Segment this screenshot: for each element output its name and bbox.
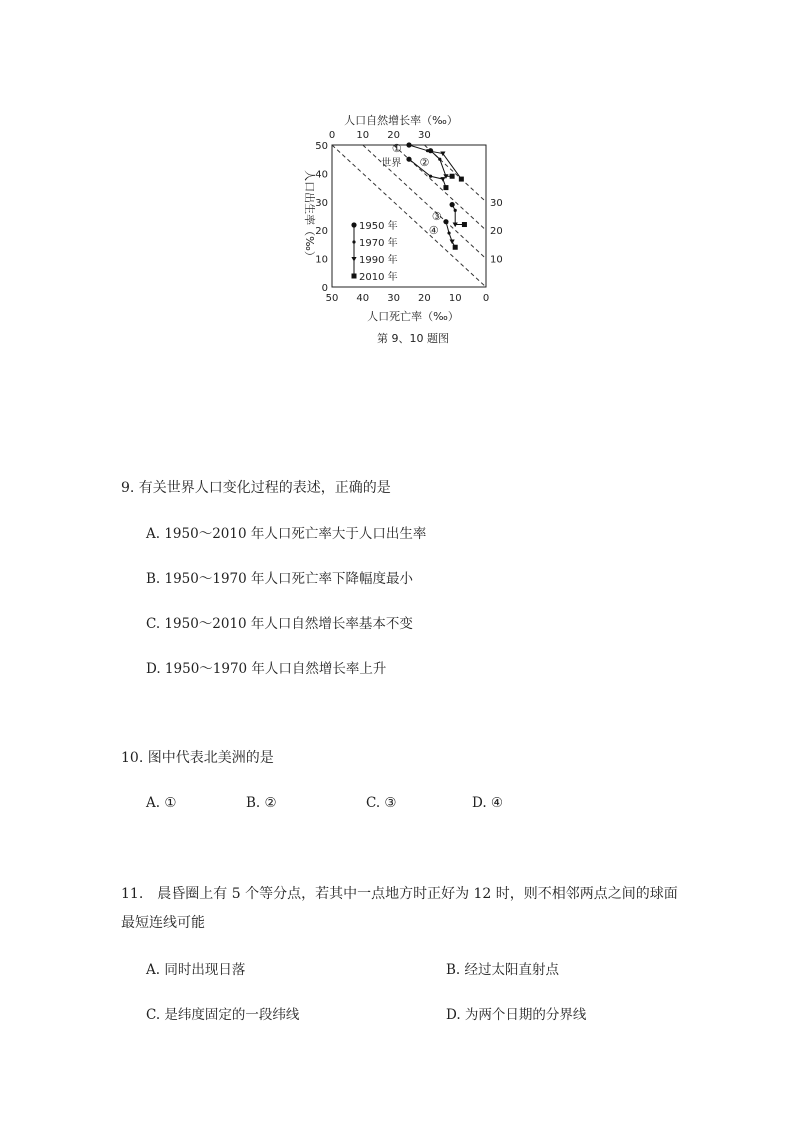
data-point-1950 <box>406 157 411 162</box>
data-point-1970 <box>454 209 457 212</box>
data-point-1990 <box>450 240 455 245</box>
right-tick-label: 20 <box>490 226 503 238</box>
series-line-1 <box>431 151 453 177</box>
top-tick-label: 10 <box>356 130 370 141</box>
bottom-tick-label: 0 <box>482 293 490 304</box>
legend-label: 2010 年 <box>359 272 398 283</box>
q11-option-c[interactable]: C. 是纬度固定的一段纬线 <box>146 1007 300 1023</box>
data-point-1950 <box>450 202 455 207</box>
legend-label: 1990 年 <box>359 255 398 266</box>
legend-marker <box>352 274 357 279</box>
bottom-tick-label: 40 <box>356 293 370 304</box>
data-point-2010 <box>462 222 467 227</box>
legend-marker <box>352 240 355 243</box>
question-11-stem-line1: 11. 晨昏圈上有 5 个等分点，若其中一点地方时正好为 12 时，则不相邻两点之间的球面 <box>121 886 678 902</box>
data-point-2010 <box>459 177 464 182</box>
data-point-1970 <box>429 175 432 178</box>
q10-option-d[interactable]: D. ④ <box>472 795 504 811</box>
chart-svg <box>290 104 510 354</box>
left-tick-label: 40 <box>315 169 328 181</box>
q11-option-d[interactable]: D. 为两个日期的分界线 <box>446 1007 587 1023</box>
left-tick-label: 20 <box>315 226 328 238</box>
q10-option-a[interactable]: A. ① <box>146 795 177 811</box>
region-label: ① <box>391 141 402 155</box>
data-point-1950 <box>443 219 448 224</box>
question-11-stem-line2: 最短连线可能 <box>121 915 205 931</box>
data-point-2010 <box>443 185 448 190</box>
figure-caption: 第 9、10 题图 <box>377 332 449 345</box>
q10-option-b[interactable]: B. ② <box>246 795 277 811</box>
left-tick-label: 0 <box>321 283 328 294</box>
top-axis-title: 人口自然增长率（‰） <box>344 114 458 127</box>
top-tick-label: 20 <box>387 130 400 141</box>
data-point-2010 <box>453 245 458 250</box>
question-10-stem: 10. 图中代表北美洲的是 <box>121 750 274 766</box>
y-axis-label: 人口出生率（‰） <box>303 170 316 262</box>
q11-option-b[interactable]: B. 经过太阳直射点 <box>446 962 560 978</box>
q10-option-c[interactable]: C. ③ <box>366 795 397 811</box>
data-point-1970 <box>447 231 450 234</box>
series-line-3 <box>452 205 464 225</box>
bottom-tick-label: 20 <box>418 293 431 304</box>
data-point-2010 <box>450 174 455 179</box>
q9-option-d[interactable]: D. 1950～1970 年人口自然增长率上升 <box>146 661 387 677</box>
population-chart <box>290 104 510 354</box>
left-tick-label: 30 <box>315 197 328 209</box>
region-label: ② <box>419 156 430 170</box>
diagonal-line-0 <box>332 145 486 287</box>
x-axis-label: 人口死亡率（‰） <box>367 310 459 323</box>
q11-option-a[interactable]: A. 同时出现日落 <box>146 962 246 978</box>
q9-option-b[interactable]: B. 1950～1970 年人口死亡率下降幅度最小 <box>146 571 414 587</box>
data-point-1950 <box>406 142 411 147</box>
top-tick-label: 30 <box>418 130 431 141</box>
legend-marker <box>351 257 356 262</box>
q9-option-a[interactable]: A. 1950～2010 年人口死亡率大于人口出生率 <box>146 526 427 542</box>
question-9-stem: 9. 有关世界人口变化过程的表述，正确的是 <box>121 480 391 496</box>
legend-label: 1970 年 <box>359 238 398 249</box>
left-tick-label: 50 <box>315 141 328 152</box>
data-point-1950 <box>428 148 433 153</box>
legend-label: 1950 年 <box>359 221 398 232</box>
top-tick-label: 0 <box>328 130 336 141</box>
bottom-tick-label: 30 <box>387 293 400 304</box>
right-tick-label: 30 <box>490 197 503 209</box>
region-label: ④ <box>428 224 439 238</box>
left-tick-label: 10 <box>315 254 328 266</box>
q9-option-c[interactable]: C. 1950～2010 年人口自然增长率基本不变 <box>146 616 413 632</box>
data-point-1970 <box>438 158 441 161</box>
data-point-1990 <box>440 177 445 182</box>
world-label: 世界 <box>381 158 402 170</box>
bottom-tick-label: 50 <box>325 293 339 304</box>
legend-marker <box>351 222 356 227</box>
region-label: ③ <box>431 210 442 223</box>
bottom-tick-label: 10 <box>448 293 462 304</box>
right-tick-label: 10 <box>490 254 503 266</box>
